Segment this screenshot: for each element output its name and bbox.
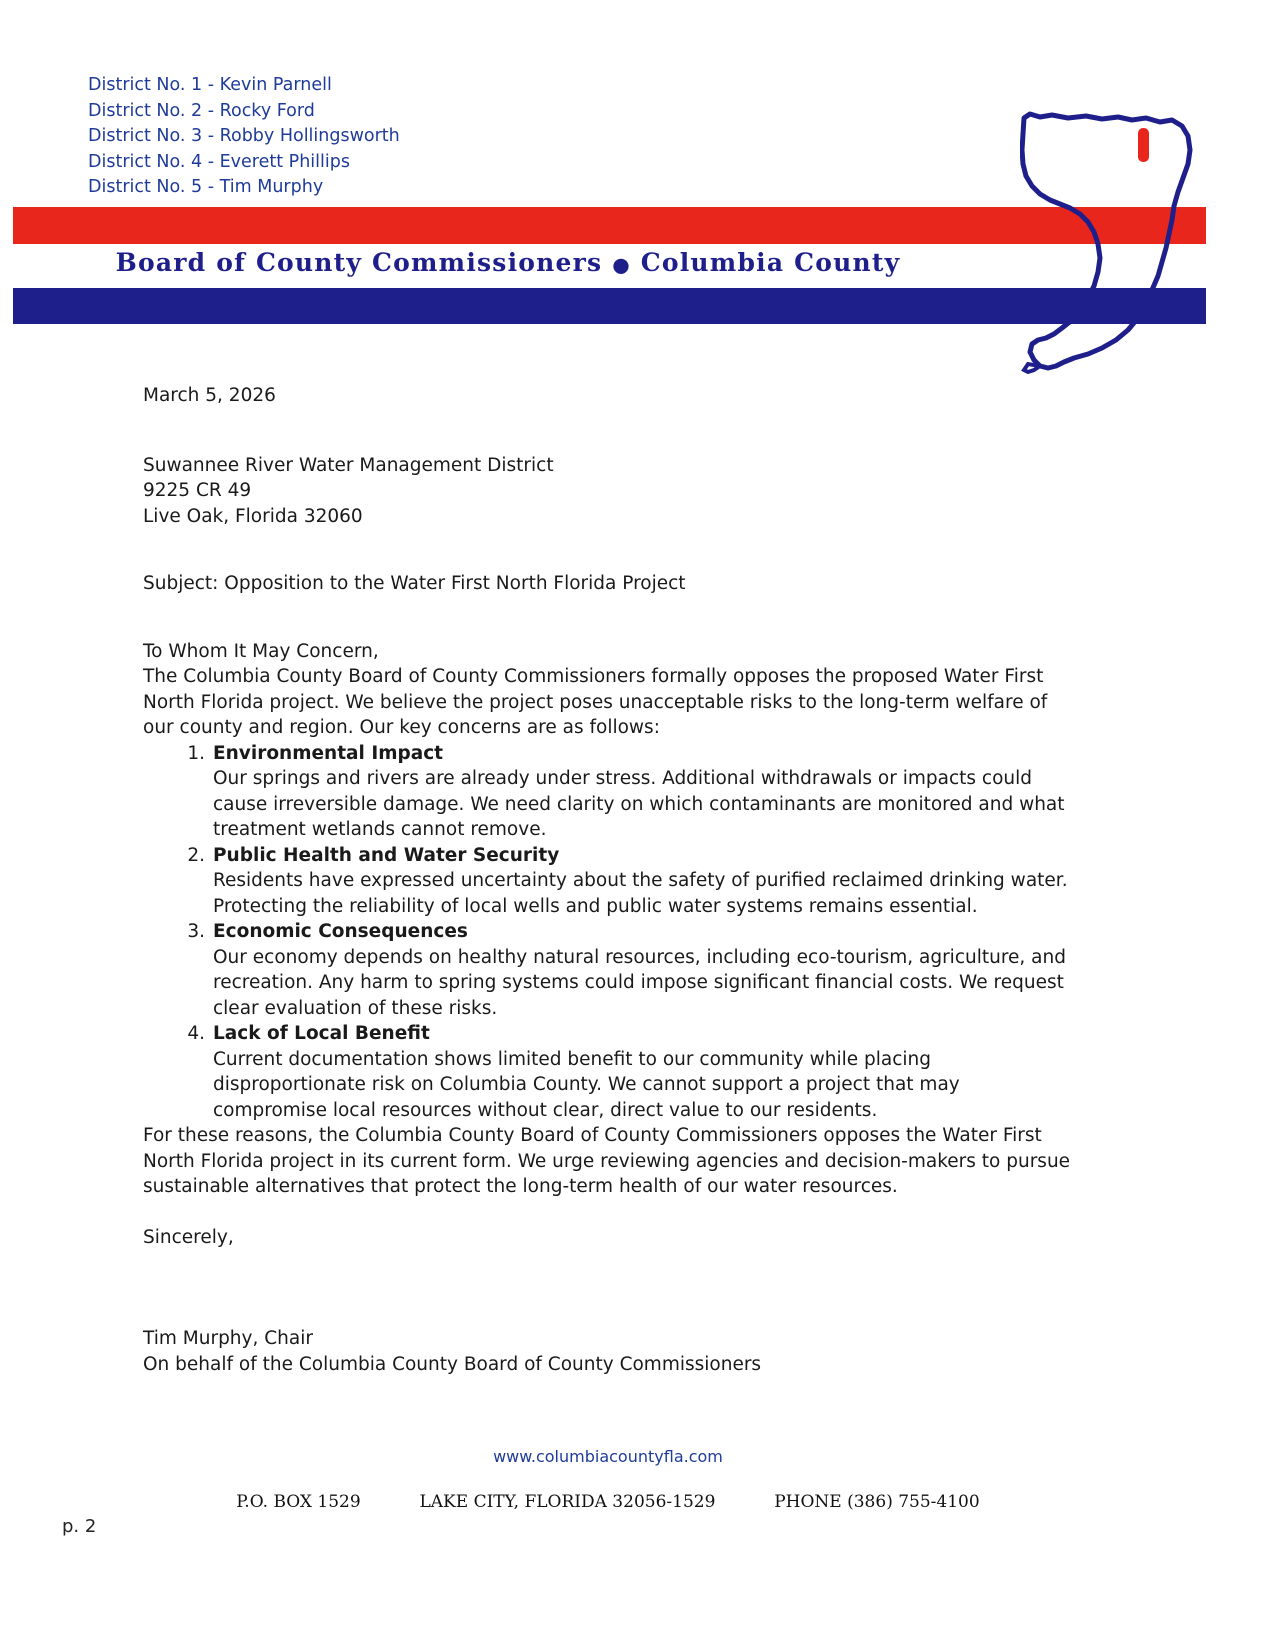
signer-name: Tim Murphy, Chair xyxy=(143,1328,313,1349)
commissioner-list xyxy=(88,73,400,201)
commissioner-district-1: District No. 1 - Kevin Parnell xyxy=(88,75,332,95)
list-item xyxy=(183,1021,1073,1123)
recipient-line-2: 9225 CR 49 xyxy=(143,480,252,501)
bullet-separator-icon: ● xyxy=(612,252,631,277)
list-item-number: 2. xyxy=(187,844,205,866)
commissioner-district-2: District No. 2 - Rocky Ford xyxy=(88,100,315,121)
letter-date: March 5, 2026 xyxy=(143,385,276,406)
county-location-marker-icon xyxy=(1138,128,1149,162)
list-item-number: 3. xyxy=(187,921,205,942)
footer-phone: PHONE (386) 755-4100 xyxy=(774,1492,980,1512)
recipient-address xyxy=(143,453,1073,530)
list-item-detail: Our springs and rivers are already under stress. Additional withdrawals or impacts could cause irreversible damage. We need clarity on which contaminants are monitored and what treatment wetlands cannot remove. xyxy=(213,768,1065,840)
list-item-detail: Current documentation shows limited benefit to our community while placing disproportionate risk on Columbia County. We cannot support a project that may compromise local resources without clear, direct value to our residents. xyxy=(213,1048,960,1121)
footer-address xyxy=(0,1492,1216,1512)
board-title-right: Columbia County xyxy=(640,248,901,277)
signer-title: On behalf of the Columbia County Board of County Commissioners xyxy=(143,1353,762,1375)
commissioner-district-3: District No. 3 - Robby Hollingsworth xyxy=(88,126,400,146)
list-item xyxy=(183,843,1073,920)
list-item xyxy=(183,741,1073,843)
recipient-line-1: Suwannee River Water Management District xyxy=(143,454,554,476)
letter-subject: Subject: Opposition to the Water First North Florida Project xyxy=(143,573,686,594)
page-number: p. 2 xyxy=(62,1516,97,1537)
closing-sincerely: Sincerely, xyxy=(143,1226,234,1248)
florida-state-outline-icon xyxy=(1020,108,1205,383)
commissioner-district-4: District No. 4 - Everett Phillips xyxy=(88,151,350,172)
letter-closing xyxy=(143,1225,1073,1378)
list-item-number: 1. xyxy=(187,742,205,764)
list-item-heading: Economic Consequences xyxy=(213,921,468,942)
list-item-heading: Environmental Impact xyxy=(213,742,444,764)
letter-intro-paragraph: The Columbia County Board of County Commissioners formally opposes the proposed Water First North Florida project. We believe the project poses unacceptable risks to the long-term welfare of our county and region. Our key concerns are as follows: xyxy=(143,666,1048,738)
list-item-heading: Public Health and Water Security xyxy=(213,844,560,866)
footer-website-link[interactable]: www.columbiacountyfla.com xyxy=(493,1447,723,1466)
footer-city-state-zip: LAKE CITY, FLORIDA 32056-1529 xyxy=(419,1492,716,1512)
letter-body xyxy=(143,383,1073,1377)
footer-po-box: P.O. BOX 1529 xyxy=(236,1492,361,1512)
board-title xyxy=(13,248,1003,277)
list-item-detail: Residents have expressed uncertainty about the safety of purified reclaimed drinking water. Protecting the reliability of local wells and public water systems remains essential. xyxy=(213,870,1068,917)
letter-salutation: To Whom It May Concern, xyxy=(143,640,379,662)
concerns-list xyxy=(143,741,1073,1124)
board-title-left: Board of County Commissioners xyxy=(115,248,603,277)
signature-block xyxy=(143,1326,1073,1377)
commissioner-district-5: District No. 5 - Tim Murphy xyxy=(88,177,324,197)
letter-conclusion-paragraph: For these reasons, the Columbia County Board of County Commissioners opposes the Water First North Florida project in its current form. We urge reviewing agencies and decision-makers to pursue sustainable alternatives that protect the long-term health of our water resources. xyxy=(143,1125,1071,1197)
list-item-detail: Our economy depends on healthy natural resources, including eco-tourism, agriculture, and recreation. Any harm to spring systems could impose significant financial costs. We request clear evaluation of these risks. xyxy=(213,946,1066,1019)
list-item-heading: Lack of Local Benefit xyxy=(213,1023,430,1044)
recipient-line-3: Live Oak, Florida 32060 xyxy=(143,505,363,527)
list-item-number: 4. xyxy=(187,1023,205,1044)
list-item xyxy=(183,919,1073,1021)
